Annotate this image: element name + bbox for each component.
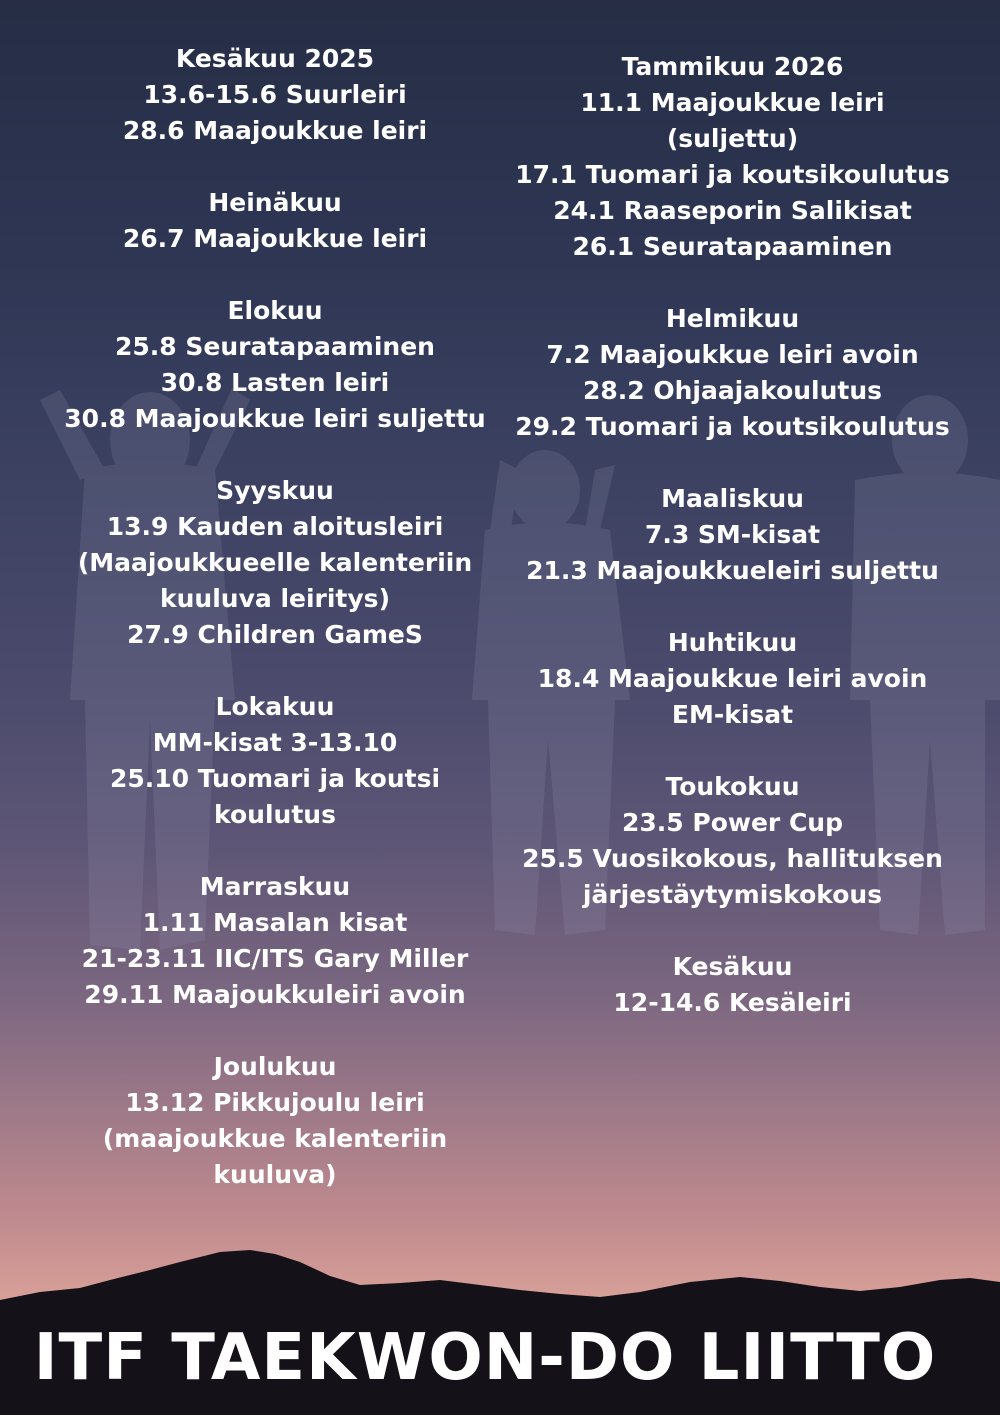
left-column xyxy=(60,41,490,1229)
section-heading: Maaliskuu xyxy=(661,484,804,513)
section-huhtikuu xyxy=(515,625,950,733)
section-marraskuu xyxy=(60,869,490,1013)
event-line: 26.7 Maajoukkue leiri xyxy=(122,224,428,253)
section-helmikuu xyxy=(515,301,950,445)
event-line: 21-23.11 IIC/ITS Gary Miller xyxy=(81,944,469,973)
section-lokakuu xyxy=(60,689,490,833)
event-line: 28.6 Maajoukkue leiri xyxy=(122,116,428,145)
section-heading: Elokuu xyxy=(227,296,323,325)
event-line: 21.3 Maajoukkueleiri suljettu xyxy=(526,556,939,585)
section-heading: Tammikuu 2026 xyxy=(621,52,844,81)
event-line: 24.1 Raaseporin Salikisat xyxy=(553,196,912,225)
event-line: koulutus xyxy=(214,800,336,829)
section-toukokuu xyxy=(515,769,950,913)
event-line: 18.4 Maajoukkue leiri avoin xyxy=(537,664,928,693)
section-maaliskuu xyxy=(515,481,950,589)
event-line: 23.5 Power Cup xyxy=(621,808,843,837)
event-line: 27.9 Children GameS xyxy=(127,620,423,649)
event-line: 30.8 Maajoukkue leiri suljettu xyxy=(64,404,486,433)
section-heading: Syyskuu xyxy=(216,476,334,505)
event-line: MM-kisat 3-13.10 xyxy=(152,728,398,757)
section-heading: Lokakuu xyxy=(215,692,335,721)
event-line: 11.1 Maajoukkue leiri (suljettu) xyxy=(580,88,885,153)
section-heading: Kesäkuu 2025 xyxy=(175,44,375,73)
event-line: 30.8 Lasten leiri xyxy=(160,368,390,397)
section-kesakuu-2025 xyxy=(60,41,490,149)
event-line: (maajoukkue kalenteriin xyxy=(102,1124,448,1153)
event-line: 1.11 Masalan kisat xyxy=(142,908,408,937)
section-kesakuu xyxy=(515,949,950,1021)
footer-title: ITF TAEKWON-DO LIITTO xyxy=(33,1321,937,1395)
section-elokuu xyxy=(60,293,490,437)
event-line: 28.2 Ohjaajakoulutus xyxy=(582,376,883,405)
event-line: järjestäytymiskokous xyxy=(582,880,883,909)
section-heading: Kesäkuu xyxy=(672,952,793,981)
section-tammikuu-2026 xyxy=(515,49,950,265)
section-heading: Huhtikuu xyxy=(667,628,798,657)
event-line: 29.2 Tuomari ja koutsikoulutus xyxy=(515,412,950,441)
section-heading: Toukokuu xyxy=(665,772,800,801)
event-line: 7.3 SM-kisat xyxy=(644,520,821,549)
section-heading: Marraskuu xyxy=(199,872,351,901)
event-line: 12-14.6 Kesäleiri xyxy=(613,988,852,1017)
event-line: kuuluva leiritys) xyxy=(159,584,390,613)
event-line: (Maajoukkueelle kalenteriin xyxy=(77,548,473,577)
event-line: 13.6-15.6 Suurleiri xyxy=(143,80,407,109)
section-heinakuu xyxy=(60,185,490,257)
event-line: 25.5 Vuosikokous, hallituksen xyxy=(522,844,943,873)
event-line: 17.1 Tuomari ja koutsikoulutus xyxy=(515,160,950,189)
section-syyskuu xyxy=(60,473,490,653)
right-column xyxy=(515,49,950,1057)
event-line: 7.2 Maajoukkue leiri avoin xyxy=(546,340,919,369)
section-heading: Joulukuu xyxy=(213,1052,337,1081)
event-line: 29.11 Maajoukkuleiri avoin xyxy=(84,980,466,1009)
event-line: 26.1 Seuratapaaminen xyxy=(572,232,893,261)
section-joulukuu xyxy=(60,1049,490,1193)
event-line: 25.10 Tuomari ja koutsi xyxy=(109,764,441,793)
event-line: 25.8 Seuratapaaminen xyxy=(115,332,435,361)
event-line: EM-kisat xyxy=(671,700,794,729)
event-line: kuuluva) xyxy=(213,1160,337,1189)
event-line: 13.9 Kauden aloitusleiri xyxy=(106,512,444,541)
section-heading: Helmikuu xyxy=(665,304,800,333)
event-line: 13.12 Pikkujoulu leiri xyxy=(125,1088,425,1117)
section-heading: Heinäkuu xyxy=(208,188,342,217)
